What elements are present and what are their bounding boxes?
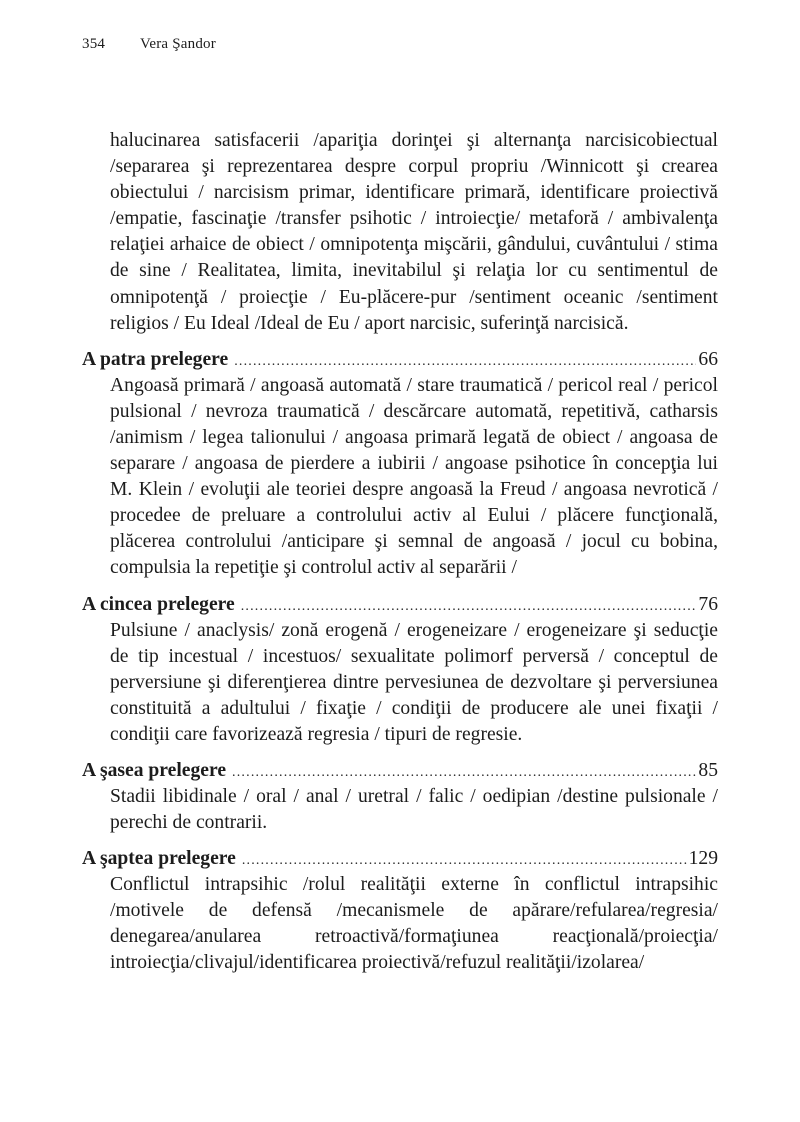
toc-entry-title: A şaptea prelegere <box>82 848 236 870</box>
toc-entry <box>82 347 718 582</box>
page-number: 354 <box>82 36 106 52</box>
dot-leader <box>232 760 696 786</box>
toc-entry-page: 76 <box>698 593 718 615</box>
entry-description: Conflictul intrapsihic /rolul realităţii externe în conflictul intrapsihic /motivele de defensă /mecanismele de apărare/refularea/regresia/ denegarea/anularea retroactivă/formaţiunea reacţională/proiecţia/ introiecţia/clivajul/identificarea proiectivă/refuzul realităţii/izolarea/ <box>110 874 718 974</box>
toc-entry-page: 85 <box>698 759 718 781</box>
running-head <box>82 36 216 53</box>
toc-entry <box>82 758 718 836</box>
table-of-contents <box>82 128 718 977</box>
toc-entry-title: A cincea prelegere <box>82 593 235 615</box>
author-name: Vera Şandor <box>140 36 216 52</box>
dot-leader <box>234 349 696 375</box>
toc-entry-title: A şasea prelegere <box>82 759 227 781</box>
toc-entry-heading[interactable] <box>82 758 718 784</box>
continued-entry <box>82 128 718 337</box>
toc-entry-heading[interactable] <box>82 846 718 872</box>
toc-entry <box>82 846 718 976</box>
entry-description: Stadii libidinale / oral / anal / uretral / falic / oedipian /destine pulsionale / perechi de contrarii. <box>110 785 718 834</box>
entry-description: Pulsiune / anaclysis/ zonă erogenă / erogeneizare / erogeneizare şi seducţie de tip incestual / incestuos/ sexualitate polimorf perversă / conceptul de perversiune şi diferenţierea dintre pervesiunea de dezvoltare şi perversiunea constituită a adultului / fixaţie / condiţii de producere ale unei fixaţii / condiţii care favorizează regresia / tipuri de regresie. <box>110 619 718 745</box>
toc-entry-heading[interactable] <box>82 592 718 618</box>
dot-leader <box>242 848 687 874</box>
toc-entry <box>82 592 718 748</box>
toc-entry-heading[interactable] <box>82 347 718 373</box>
toc-entry-page: 129 <box>688 848 718 870</box>
entry-description: halucinarea satisfacerii /apariţia dorinţei şi alternanţa narcisicobiectual /separarea şi reprezentarea despre corpul propriu /Winnicott şi crearea obiectului / narcisism primar, identificare primară, identificare proiectivă /empatie, fascinaţie /transfer psihotic / introiecţie/ metaforă / ambivalenţa relaţiei arhaice de obiect / omnipotenţa mişcării, gândului, cuvântului / stima de sine / Realitatea, limita, inevitabilul şi relaţia lor cu sentimentul de omnipotenţă / proiecţie / Eu-plăcere-pur /sentiment oceanic /sentiment religios / Eu Ideal /Ideal de Eu / aport narcisic, suferinţă narcisică. <box>110 130 718 334</box>
toc-entry-page: 66 <box>698 348 718 370</box>
dot-leader <box>241 594 697 620</box>
toc-entry-title: A patra prelegere <box>82 348 229 370</box>
entry-description: Angoasă primară / angoasă automată / stare traumatică / pericol real / pericol pulsional / nevroza traumatică / descărcare automată, repetitivă, catharsis /animism / legea talionului / angoasa primară legată de obiect / angoasa de separare / angoasa de pierdere a iubirii / angoase psihotice în concepţia lui M. Klein / evoluţii ale teoriei despre angoasă la Freud / angoasa nevrotică / procedee de preluare a controlului activ al Eului / plăcere funcţională, plăcerea controlului /anticipare şi semnal de angoasă / jocul cu bobina, compulsia la repetiţie şi controlul activ al separării / <box>110 374 718 579</box>
